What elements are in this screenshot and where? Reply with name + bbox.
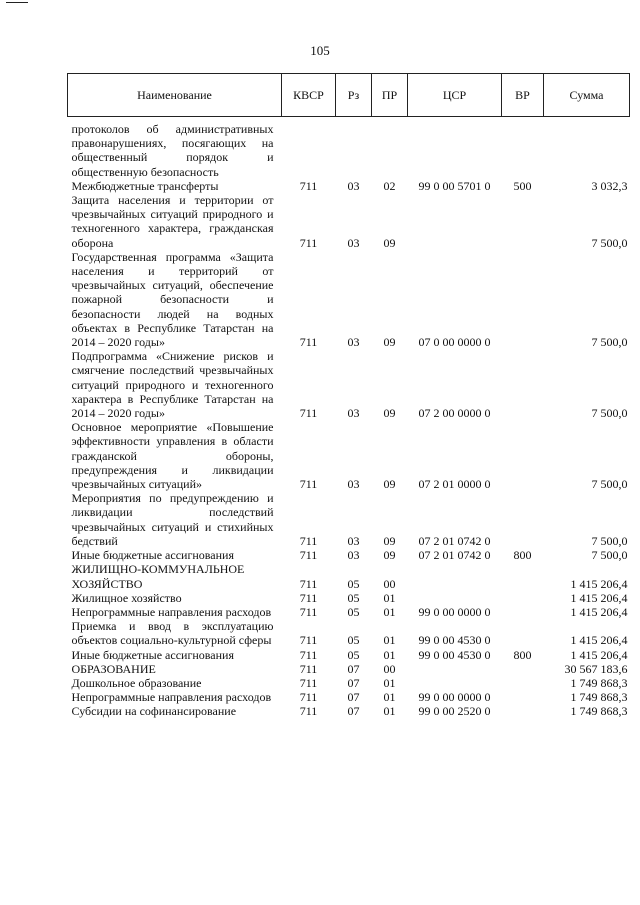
row-csr bbox=[408, 662, 502, 676]
row-rz: 03 bbox=[347, 335, 360, 350]
row-name: Приемка и ввод в эксплуатацию объектов социально-культурной сферы bbox=[71, 619, 274, 648]
row-vr bbox=[502, 250, 544, 349]
row-name: Иные бюджетные ассигнования bbox=[71, 548, 234, 563]
table-row bbox=[68, 420, 630, 491]
row-kvsr: 711 bbox=[299, 533, 318, 548]
row-name: Жилищное хозяйство bbox=[71, 590, 182, 605]
table-body bbox=[68, 117, 630, 719]
row-csr: 07 2 00 0000 0 bbox=[418, 406, 491, 421]
row-pr: 00 bbox=[383, 661, 396, 676]
row-pr: 01 bbox=[383, 590, 396, 605]
row-pr: 00 bbox=[383, 576, 396, 591]
row-vr bbox=[502, 619, 544, 647]
table-row bbox=[68, 619, 630, 647]
row-kvsr: 711 bbox=[299, 548, 318, 563]
row-sum: 7 500,0 bbox=[591, 335, 628, 350]
row-pr: 01 bbox=[383, 633, 396, 648]
row-kvsr: 711 bbox=[299, 235, 318, 250]
row-name: Непрограммные направления расходов bbox=[71, 604, 272, 619]
row-name: протоколов об административных правонарушениях, посягающих на общественный порядок и общественную безопасность bbox=[71, 122, 274, 179]
row-csr: 99 0 00 4530 0 bbox=[418, 633, 491, 648]
row-kvsr: 711 bbox=[299, 647, 318, 662]
row-vr: 800 bbox=[513, 647, 532, 662]
header-vr: ВР bbox=[502, 74, 544, 117]
row-kvsr: 711 bbox=[299, 633, 318, 648]
header-name: Наименование bbox=[68, 74, 282, 117]
table-row bbox=[68, 250, 630, 349]
row-rz: 03 bbox=[347, 477, 360, 492]
row-name: Дошкольное образование bbox=[71, 675, 202, 690]
header-kvsr: КВСР bbox=[282, 74, 336, 117]
row-name: Непрограммные направления расходов bbox=[71, 690, 272, 705]
row-sum: 1 749 868,3 bbox=[570, 675, 628, 690]
row-name: Основное мероприятие «Повышение эффективности управления в области гражданской обороны, предупреждения и ликвидации чрезвычайных ситуаций» bbox=[71, 420, 274, 492]
header-csr: ЦСР bbox=[408, 74, 502, 117]
row-rz: 05 bbox=[347, 604, 360, 619]
table-row bbox=[68, 605, 630, 619]
row-kvsr: 711 bbox=[299, 690, 318, 705]
row-pr: 01 bbox=[383, 647, 396, 662]
row-pr: 02 bbox=[383, 178, 396, 193]
row-rz: 05 bbox=[347, 576, 360, 591]
row-name: Защита населения и территории от чрезвычайных ситуаций природного и техногенного характера, гражданская оборона bbox=[71, 193, 274, 250]
row-vr bbox=[502, 562, 544, 590]
table-row bbox=[68, 548, 630, 562]
row-vr: 500 bbox=[513, 178, 532, 193]
row-rz: 03 bbox=[347, 406, 360, 421]
row-kvsr: 711 bbox=[299, 335, 318, 350]
row-rz: 07 bbox=[347, 690, 360, 705]
row-name: ОБРАЗОВАНИЕ bbox=[71, 661, 156, 676]
row-sum bbox=[544, 117, 630, 179]
row-csr: 99 0 00 2520 0 bbox=[418, 704, 491, 719]
row-kvsr: 711 bbox=[299, 675, 318, 690]
row-rz: 07 bbox=[347, 704, 360, 719]
row-sum: 1 415 206,4 bbox=[570, 604, 628, 619]
row-sum: 1 415 206,4 bbox=[570, 576, 628, 591]
row-csr: 07 2 01 0742 0 bbox=[418, 533, 491, 548]
header-pr: ПР bbox=[372, 74, 408, 117]
row-kvsr: 711 bbox=[299, 477, 318, 492]
row-kvsr: 711 bbox=[299, 704, 318, 719]
row-sum: 1 749 868,3 bbox=[570, 704, 628, 719]
row-pr: 09 bbox=[383, 335, 396, 350]
row-csr bbox=[408, 193, 502, 250]
row-pr: 09 bbox=[383, 406, 396, 421]
row-sum: 7 500,0 bbox=[591, 548, 628, 563]
row-sum: 7 500,0 bbox=[591, 235, 628, 250]
row-vr: 800 bbox=[513, 548, 532, 563]
row-vr bbox=[502, 349, 544, 420]
row-rz: 05 bbox=[347, 647, 360, 662]
row-vr bbox=[502, 676, 544, 690]
row-kvsr bbox=[282, 117, 336, 179]
row-sum: 1 415 206,4 bbox=[570, 647, 628, 662]
row-kvsr: 711 bbox=[299, 590, 318, 605]
table-header bbox=[68, 74, 630, 117]
header-rz: Рз bbox=[336, 74, 372, 117]
row-csr: 99 0 00 0000 0 bbox=[418, 604, 491, 619]
table-row bbox=[68, 193, 630, 250]
row-csr: 07 0 00 0000 0 bbox=[418, 335, 491, 350]
row-rz: 07 bbox=[347, 675, 360, 690]
row-pr bbox=[372, 117, 408, 179]
row-pr: 09 bbox=[383, 235, 396, 250]
row-vr bbox=[502, 420, 544, 491]
row-name: Субсидии на софинансирование bbox=[71, 704, 237, 719]
row-pr: 09 bbox=[383, 477, 396, 492]
table-row bbox=[68, 491, 630, 548]
row-csr: 07 2 01 0000 0 bbox=[418, 477, 491, 492]
row-name: Межбюджетные трансферты bbox=[71, 178, 219, 193]
row-csr: 99 0 00 0000 0 bbox=[418, 690, 491, 705]
table-row bbox=[68, 648, 630, 662]
row-pr: 09 bbox=[383, 548, 396, 563]
row-rz: 03 bbox=[347, 533, 360, 548]
row-rz: 03 bbox=[347, 548, 360, 563]
row-csr: 07 2 01 0742 0 bbox=[418, 548, 491, 563]
row-csr bbox=[408, 591, 502, 605]
table-row bbox=[68, 676, 630, 690]
row-sum: 7 500,0 bbox=[591, 406, 628, 421]
row-name: ЖИЛИЩНО-КОММУНАЛЬНОЕ ХОЗЯЙСТВО bbox=[71, 562, 245, 591]
row-sum: 3 032,3 bbox=[591, 178, 628, 193]
row-csr bbox=[408, 676, 502, 690]
row-kvsr: 711 bbox=[299, 406, 318, 421]
table-row bbox=[68, 117, 630, 179]
row-pr: 01 bbox=[383, 704, 396, 719]
row-rz: 05 bbox=[347, 590, 360, 605]
row-vr bbox=[502, 193, 544, 250]
row-sum: 7 500,0 bbox=[591, 533, 628, 548]
row-name: Подпрограмма «Снижение рисков и смягчение последствий чрезвычайных ситуаций природного и техногенного характера в Республике Татарстан на 2014 – 2020 годы» bbox=[71, 349, 274, 421]
row-csr: 99 0 00 5701 0 bbox=[418, 178, 491, 193]
row-pr: 09 bbox=[383, 533, 396, 548]
row-sum: 30 567 183,6 bbox=[564, 661, 628, 676]
table-row bbox=[68, 349, 630, 420]
row-rz: 03 bbox=[347, 235, 360, 250]
row-csr: 99 0 00 4530 0 bbox=[418, 647, 491, 662]
table-row bbox=[68, 179, 630, 193]
row-sum: 1 415 206,4 bbox=[570, 633, 628, 648]
table-row bbox=[68, 562, 630, 590]
row-name: Государственная программа «Защита населения и территорий от чрезвычайных ситуаций, обеспечение пожарной безопасности и безопасности людей на водных объектах в Республике Татарстан на 2014 – 2020 годы» bbox=[71, 249, 274, 350]
row-rz: 07 bbox=[347, 661, 360, 676]
header-sum: Сумма bbox=[544, 74, 630, 117]
row-rz: 05 bbox=[347, 633, 360, 648]
row-vr bbox=[502, 662, 544, 676]
row-pr: 01 bbox=[383, 675, 396, 690]
row-vr bbox=[502, 491, 544, 548]
row-vr bbox=[502, 605, 544, 619]
table-row bbox=[68, 591, 630, 605]
row-name: Иные бюджетные ассигнования bbox=[71, 647, 234, 662]
row-name: Мероприятия по предупреждению и ликвидации последствий чрезвычайных ситуаций и стихийных бедствий bbox=[71, 491, 274, 548]
row-vr bbox=[502, 690, 544, 704]
table-row bbox=[68, 704, 630, 718]
row-vr bbox=[502, 117, 544, 179]
corner-mark bbox=[6, 2, 28, 3]
table-row bbox=[68, 690, 630, 704]
row-kvsr: 711 bbox=[299, 604, 318, 619]
budget-table bbox=[67, 73, 630, 719]
row-vr bbox=[502, 704, 544, 718]
row-sum: 1 749 868,3 bbox=[570, 690, 628, 705]
row-sum: 7 500,0 bbox=[591, 477, 628, 492]
row-csr bbox=[408, 562, 502, 590]
row-kvsr: 711 bbox=[299, 178, 318, 193]
row-pr: 01 bbox=[383, 690, 396, 705]
page-number: 105 bbox=[310, 43, 330, 58]
row-rz bbox=[336, 117, 372, 179]
row-kvsr: 711 bbox=[299, 576, 318, 591]
row-kvsr: 711 bbox=[299, 661, 318, 676]
row-sum: 1 415 206,4 bbox=[570, 590, 628, 605]
row-rz: 03 bbox=[347, 178, 360, 193]
row-csr bbox=[408, 117, 502, 179]
table-row bbox=[68, 662, 630, 676]
row-pr: 01 bbox=[383, 604, 396, 619]
row-vr bbox=[502, 591, 544, 605]
